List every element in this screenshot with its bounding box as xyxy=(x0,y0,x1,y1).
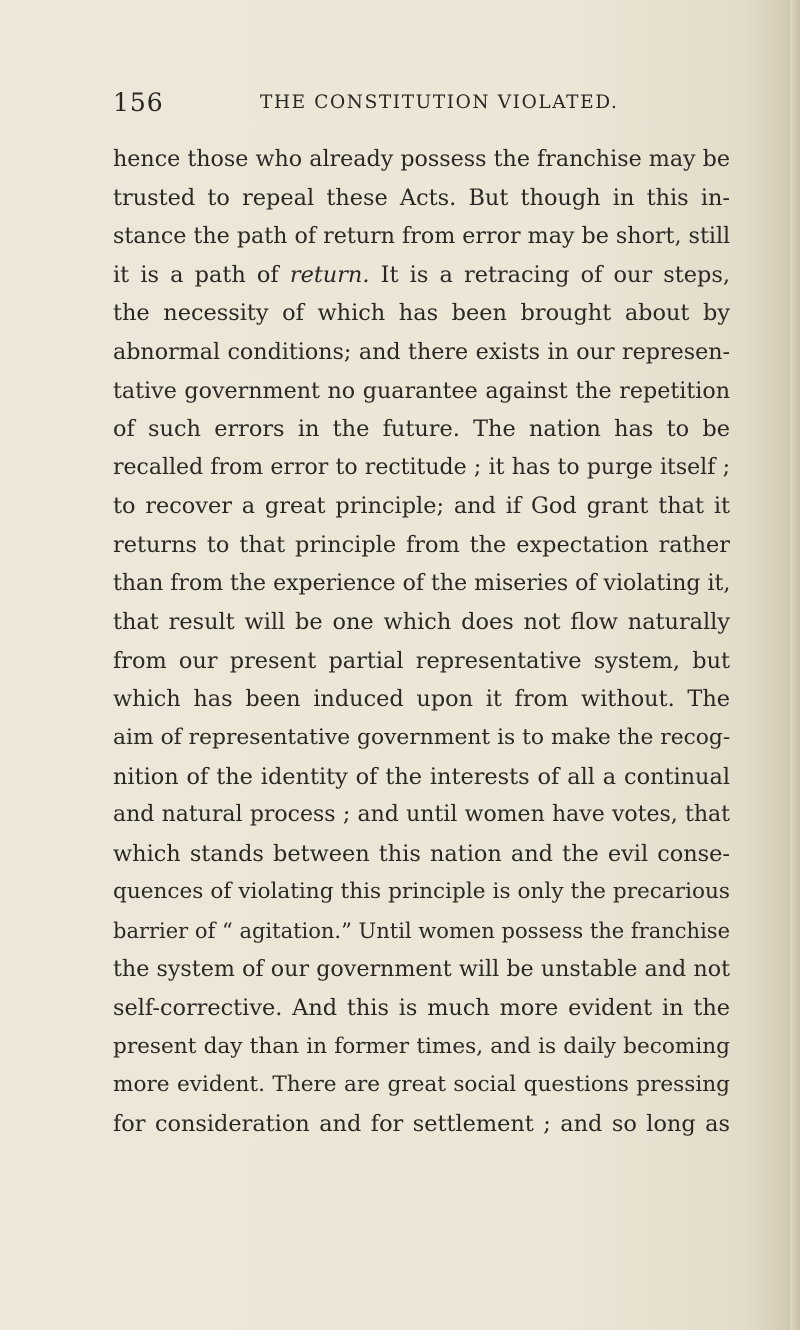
text-line: present day than in former times, and is daily becoming xyxy=(113,1033,730,1059)
body-text xyxy=(113,140,730,1143)
text-line: tative government no guarantee against the repetition xyxy=(113,377,730,404)
text-line: recalled from error to rectitude ; it has to purge itself ; xyxy=(113,454,730,480)
text-line: barrier of “ agitation.” Until women possess the franchise xyxy=(113,918,730,943)
page-number: 156 xyxy=(113,88,164,117)
text-line xyxy=(113,256,730,295)
text-segment: it is a path of xyxy=(113,261,290,288)
text-line: that result will be one which does not flow naturally xyxy=(113,609,730,636)
text-line: the necessity of which has been brought about by xyxy=(113,300,730,327)
text-line: returns to that principle from the expectation rather xyxy=(113,531,730,558)
text-line: and natural process ; and until women have votes, that xyxy=(113,802,730,828)
text-line: from our present partial representative system, but xyxy=(113,647,730,674)
running-head: THE CONSTITUTION VIOLATED. xyxy=(260,92,619,113)
text-line: nition of the identity of the interests of all a continual xyxy=(113,763,730,790)
text-line: which stands between this nation and the evil conse- xyxy=(113,840,730,867)
text-line: abnormal conditions; and there exists in our represen- xyxy=(113,338,730,365)
italic-word: return. xyxy=(289,261,370,288)
text-line: more evident. There are great social questions pressing xyxy=(113,1072,730,1098)
text-line: stance the path of return from error may be short, still xyxy=(113,223,731,250)
text-line: trusted to repeal these Acts. But though in this in- xyxy=(113,184,730,211)
text-segment: It is a retracing of our steps, xyxy=(369,261,730,288)
text-line: which has been induced upon it from without. The xyxy=(113,686,730,713)
text-line: self-corrective. And this is much more evident in the xyxy=(113,995,730,1022)
text-line: to recover a great principle; and if God grant that it xyxy=(113,493,730,520)
page-edge-shadow xyxy=(790,0,800,1330)
text-line: quences of violating this principle is only the precarious xyxy=(113,879,730,905)
text-line: hence those who already possess the franchise may be xyxy=(113,146,730,172)
text-line: the system of our government will be unstable and not xyxy=(113,956,730,983)
text-line: for consideration and for settlement ; and so long as xyxy=(113,1110,730,1137)
page-header xyxy=(113,88,730,124)
text-line: aim of representative government is to make the recog- xyxy=(113,724,731,750)
text-line: than from the experience of the miseries of violating it, xyxy=(113,570,731,596)
text-line: of such errors in the future. The nation has to be xyxy=(113,416,730,443)
